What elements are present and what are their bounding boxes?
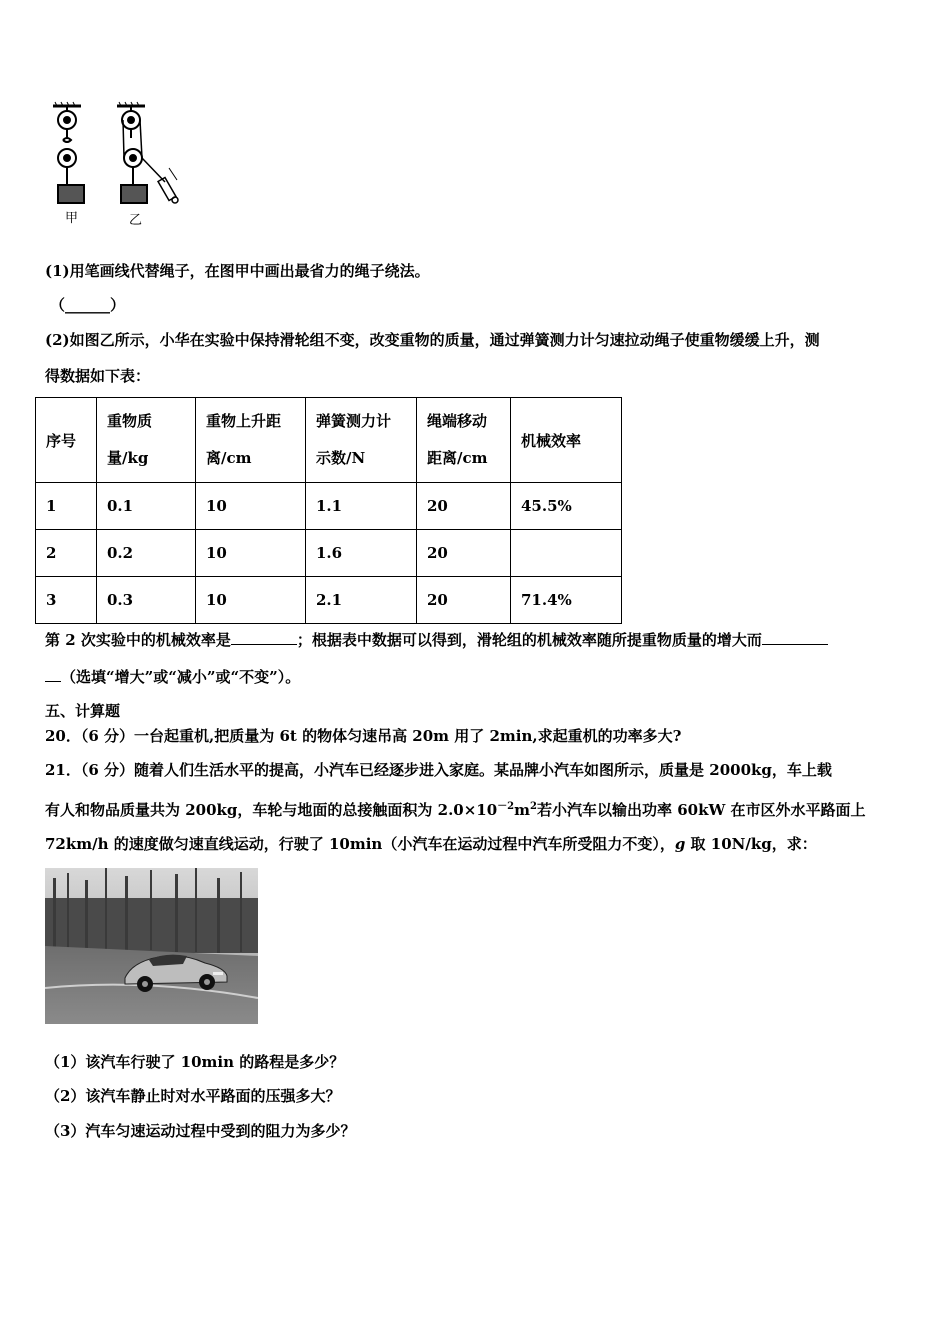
- table-cell: 1.6: [306, 530, 417, 577]
- table-cell: 0.3: [97, 577, 196, 624]
- q21-line3: 72km/h 的速度做匀速直线运动，行驶了 10min（小汽车在运动过程中汽车所受阻力不变），g 取 10N/kg，求：: [45, 835, 817, 853]
- answer-blank[interactable]: [762, 644, 828, 645]
- table-cell: 10: [196, 577, 306, 624]
- table-cell: 0.2: [97, 530, 196, 577]
- table-cell: 1.1: [306, 483, 417, 530]
- answer-blank[interactable]: [231, 644, 297, 645]
- pulley-figure: [45, 100, 195, 230]
- q2-follow-line1: 第 2 次实验中的机械效率是 ；根据表中数据可以得到，滑轮组的机械效率随所提重物质量的增大而: [45, 630, 828, 650]
- q20-text: 20．（6 分）一台起重机,把质量为 6t 的物体匀速吊高 20m 用了 2min,求起重机的功率多大?: [45, 727, 682, 745]
- table-cell: 2: [36, 530, 97, 577]
- table-header-cell: 绳端移动 距离/cm: [417, 398, 511, 483]
- q1-text: (1)用笔画线代替绳子，在图甲中画出最省力的绳子绕法。: [45, 262, 430, 280]
- q2-line2: 得数据如下表：: [45, 367, 151, 385]
- table-header-cell: 弹簧测力计 示数/N: [306, 398, 417, 483]
- table-cell: 20: [417, 577, 511, 624]
- table-cell: 1: [36, 483, 97, 530]
- table-cell: 20: [417, 483, 511, 530]
- q21-sub3: （3）汽车匀速运动过程中受到的阻力为多少？: [45, 1122, 356, 1140]
- table-cell: [511, 530, 622, 577]
- answer-blank[interactable]: [45, 681, 61, 682]
- q21-sub1: （1）该汽车行驶了 10min 的路程是多少？: [45, 1053, 345, 1071]
- table-header-cell: 机械效率: [511, 398, 622, 483]
- experiment-table: [35, 397, 622, 624]
- q21-sub2: （2）该汽车静止时对水平路面的压强多大？: [45, 1087, 341, 1105]
- figure-label-yi: 乙: [129, 213, 143, 228]
- table-header-cell: 重物上升距 离/cm: [196, 398, 306, 483]
- q1-answer-blank: （______）: [50, 296, 126, 314]
- table-cell: 20: [417, 530, 511, 577]
- figure-label-jia: 甲: [65, 211, 79, 226]
- pulley-system-jia: [53, 102, 84, 203]
- q2-follow-line2: （选填“增大”或“减小”或“不变”）。: [45, 667, 300, 687]
- table-cell: 45.5%: [511, 483, 622, 530]
- table-cell: 10: [196, 483, 306, 530]
- q21-line2: 有人和物品质量共为 200kg，车轮与地面的总接触面积为 $2.0\times 10^{-2}m^2$若小汽车以输出功率 60kW 在市区外水平路面上: [45, 801, 866, 819]
- table-cell: 10: [196, 530, 306, 577]
- table-row: [36, 483, 622, 530]
- q2-line1: (2)如图乙所示，小华在实验中保持滑轮组不变，改变重物的质量，通过弹簧测力计匀速拉动绳子使重物缓缓上升，测: [45, 331, 820, 349]
- pulley-system-yi: [117, 102, 178, 203]
- section-heading: 五、计算题: [45, 702, 121, 720]
- table-cell: 2.1: [306, 577, 417, 624]
- table-cell: 71.4%: [511, 577, 622, 624]
- table-row: [36, 577, 622, 624]
- q21-line1: 21．（6 分）随着人们生活水平的提高，小汽车已经逐步进入家庭。某品牌小汽车如图所示，质量是 2000kg，车上载: [45, 761, 832, 779]
- table-header-cell: 重物质 量/kg: [97, 398, 196, 483]
- table-header-cell: 序号: [36, 398, 97, 483]
- table-cell: 3: [36, 577, 97, 624]
- table-row: [36, 530, 622, 577]
- table-header-row: [36, 398, 622, 483]
- table-cell: 0.1: [97, 483, 196, 530]
- car-photo: [45, 868, 258, 1024]
